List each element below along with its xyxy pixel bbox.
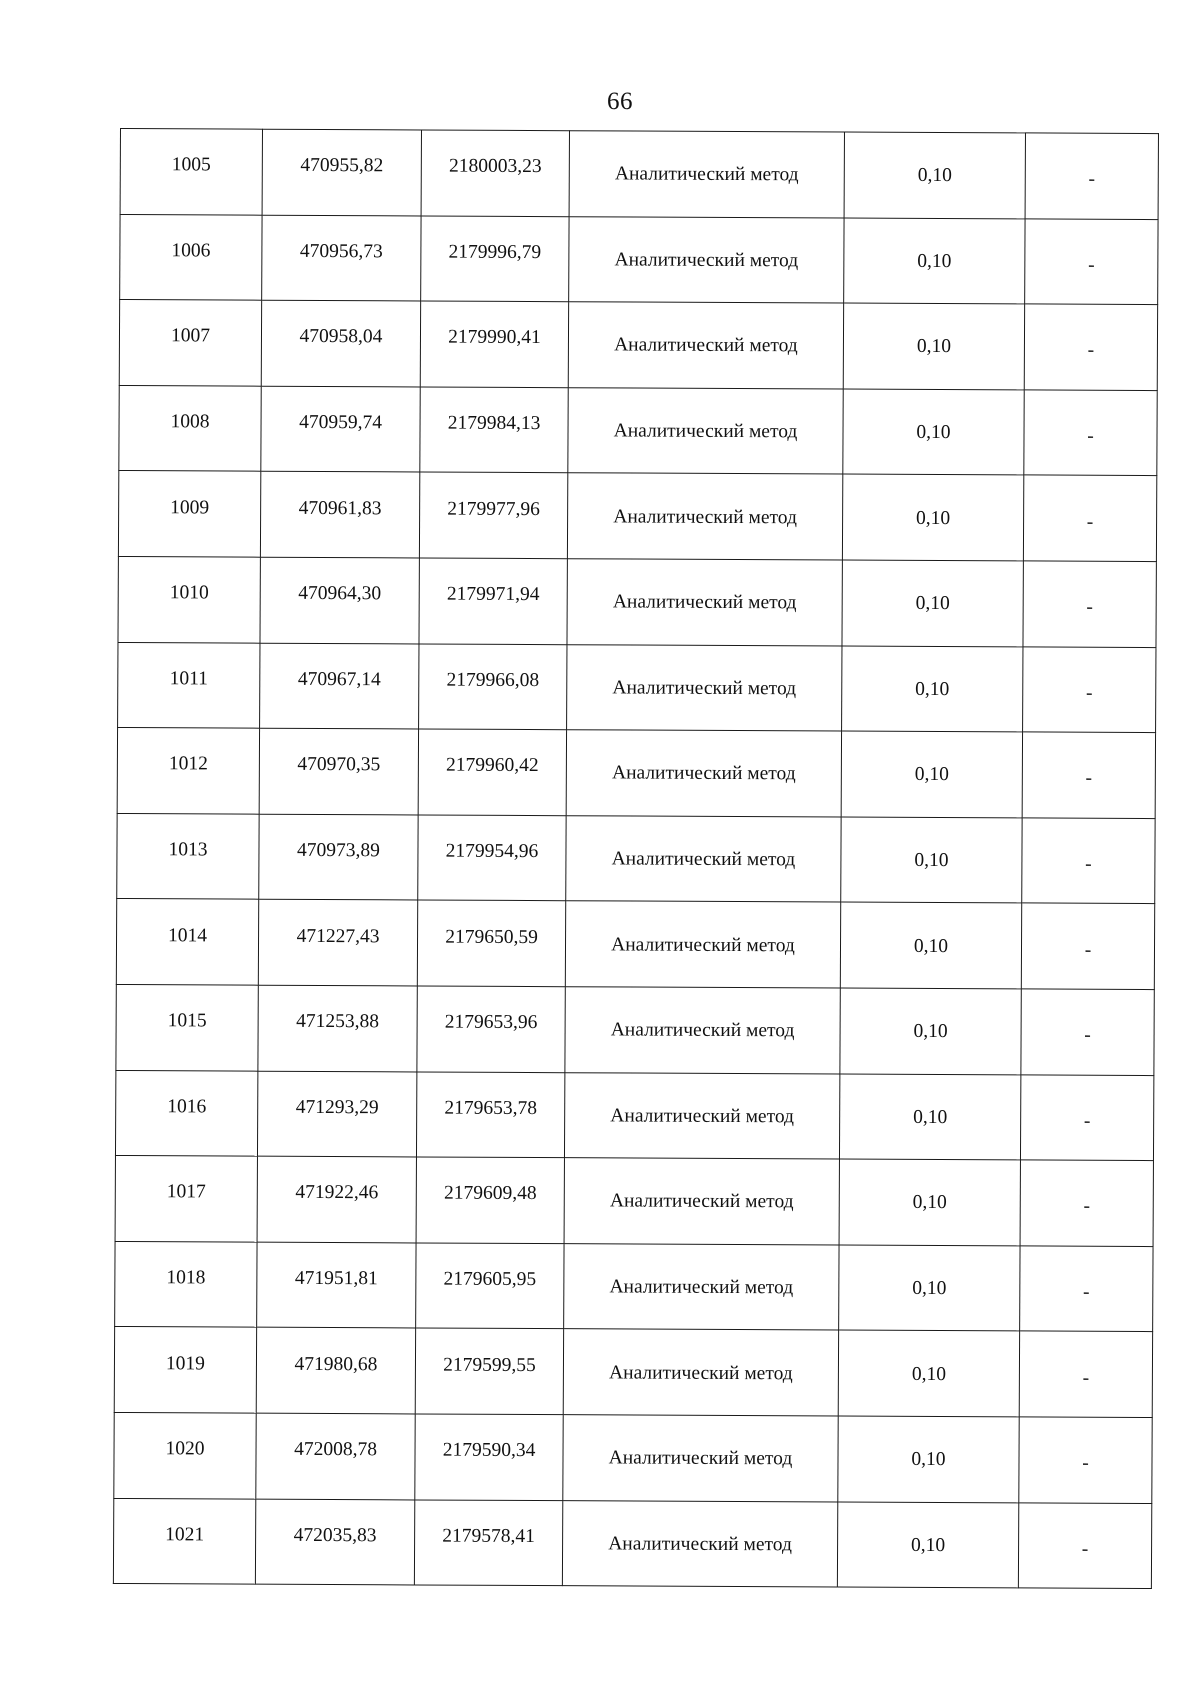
point-number-cell-text: 1013 [168, 839, 208, 861]
x-coordinate-cell [261, 300, 420, 386]
y-coordinate-cell-text: 2179990,41 [448, 327, 541, 349]
note-cell-text: - [1083, 1110, 1091, 1132]
x-coordinate-cell [255, 1499, 414, 1585]
method-cell [563, 1329, 838, 1416]
method-cell [563, 1415, 838, 1502]
note-cell [1022, 732, 1155, 818]
method-cell [567, 644, 842, 731]
method-cell [566, 730, 841, 817]
note-cell [1020, 1160, 1153, 1246]
method-cell [567, 473, 842, 560]
method-cell [568, 387, 843, 474]
accuracy-cell [838, 1416, 1019, 1502]
note-cell-text: - [1085, 768, 1093, 790]
accuracy-cell-text: 0,10 [913, 1106, 948, 1128]
point-number-cell-text: 1011 [169, 668, 209, 690]
y-coordinate-cell-text: 2179590,34 [442, 1439, 536, 1462]
note-cell-text: - [1082, 1367, 1090, 1389]
x-coordinate-cell [259, 728, 418, 814]
x-coordinate-cell [262, 215, 421, 301]
method-cell [565, 987, 840, 1074]
accuracy-cell [843, 389, 1024, 475]
y-coordinate-cell [419, 472, 567, 558]
accuracy-cell [839, 1074, 1020, 1160]
x-coordinate-cell-text: 470959,74 [299, 411, 383, 434]
y-coordinate-cell [419, 558, 567, 644]
y-coordinate-cell-text: 2179653,78 [444, 1097, 538, 1119]
point-number-cell-text: 1019 [165, 1352, 206, 1375]
note-cell-text: - [1081, 1538, 1089, 1560]
point-number-cell-text: 1015 [167, 1010, 207, 1032]
coordinates-table-body [113, 129, 1158, 1589]
table-row [118, 642, 1156, 733]
accuracy-cell-text: 0,10 [912, 1192, 947, 1214]
point-number-cell [114, 1327, 256, 1413]
y-coordinate-cell [418, 729, 566, 815]
y-coordinate-cell-text: 2179977,96 [447, 498, 541, 520]
note-cell [1021, 903, 1154, 989]
point-number-cell [119, 300, 261, 386]
point-number-cell-text: 1008 [170, 411, 210, 433]
y-coordinate-cell [416, 1157, 564, 1243]
table-row [114, 1412, 1152, 1503]
note-cell [1021, 989, 1154, 1075]
point-number-cell-text: 1016 [167, 1096, 207, 1118]
x-coordinate-cell [260, 472, 419, 558]
accuracy-cell-text: 0,10 [914, 849, 949, 872]
x-coordinate-cell [260, 557, 419, 643]
method-cell-text: Аналитический метод [614, 334, 798, 357]
y-coordinate-cell [421, 130, 569, 216]
x-coordinate-cell [257, 1242, 416, 1328]
note-cell-text: - [1087, 425, 1094, 447]
accuracy-cell-text: 0,10 [915, 507, 951, 529]
method-cell [569, 216, 844, 303]
y-coordinate-cell [416, 1243, 564, 1329]
point-number-cell [116, 899, 258, 985]
method-cell [568, 302, 843, 389]
accuracy-cell-text: 0,10 [914, 764, 949, 786]
table-row [120, 129, 1158, 220]
point-number-cell [120, 129, 262, 215]
note-cell [1020, 1074, 1153, 1160]
note-cell [1020, 1246, 1153, 1332]
accuracy-cell-text: 0,10 [917, 250, 952, 272]
method-cell [562, 1500, 837, 1587]
method-cell-text: Аналитический метод [610, 1105, 795, 1128]
method-cell-text: Аналитический метод [611, 934, 795, 956]
table-row [116, 984, 1154, 1075]
table-row [115, 1070, 1153, 1161]
table-row [119, 385, 1157, 476]
x-coordinate-cell [262, 129, 421, 215]
y-coordinate-cell [418, 815, 566, 901]
y-coordinate-cell [417, 900, 565, 986]
note-cell [1019, 1417, 1152, 1503]
table-row [117, 813, 1155, 904]
accuracy-cell [844, 132, 1025, 218]
y-coordinate-cell-text: 2179971,94 [446, 583, 540, 606]
note-cell [1023, 561, 1156, 647]
table-row [115, 1156, 1153, 1247]
x-coordinate-cell-text: 470964,30 [298, 583, 382, 605]
method-cell [565, 901, 840, 988]
point-number-cell [120, 214, 262, 300]
y-coordinate-cell [415, 1328, 563, 1414]
accuracy-cell [839, 1245, 1020, 1331]
note-cell [1024, 390, 1157, 476]
method-cell-text: Аналитический метод [613, 506, 797, 528]
method-cell [564, 1158, 839, 1245]
y-coordinate-cell-text: 2180003,23 [448, 155, 542, 178]
method-cell-text: Аналитический метод [613, 420, 798, 443]
y-coordinate-cell [416, 1071, 564, 1157]
accuracy-cell-text: 0,10 [915, 678, 950, 700]
point-number-cell [117, 728, 259, 814]
coordinates-table [113, 128, 1159, 1589]
point-number-cell [113, 1498, 255, 1584]
x-coordinate-cell-text: 470958,04 [299, 326, 383, 348]
x-coordinate-cell-text: 470973,89 [296, 839, 380, 862]
method-cell [569, 131, 844, 218]
x-coordinate-cell-text: 471253,88 [296, 1011, 380, 1033]
method-cell-text: Аналитический метод [610, 1019, 795, 1042]
accuracy-cell [842, 560, 1023, 646]
x-coordinate-cell-text: 471227,43 [296, 925, 380, 947]
point-number-cell [116, 984, 258, 1070]
note-cell [1025, 133, 1158, 219]
accuracy-cell-text: 0,10 [912, 1277, 947, 1300]
method-cell [564, 1072, 839, 1159]
x-coordinate-cell-text: 470956,73 [299, 240, 383, 263]
accuracy-cell-text: 0,10 [913, 935, 949, 957]
note-cell [1024, 304, 1157, 390]
accuracy-cell-text: 0,10 [913, 1021, 948, 1043]
method-cell-text: Аналитический метод [614, 163, 799, 186]
note-cell [1025, 219, 1158, 305]
x-coordinate-cell [257, 1071, 416, 1157]
x-coordinate-cell [256, 1327, 415, 1413]
accuracy-cell-text: 0,10 [917, 165, 952, 187]
accuracy-cell [842, 646, 1023, 732]
table-row [119, 300, 1157, 391]
accuracy-cell-text: 0,10 [911, 1449, 946, 1471]
note-cell-text: - [1083, 1196, 1091, 1218]
accuracy-cell [837, 1502, 1018, 1588]
x-coordinate-cell [257, 1156, 416, 1242]
y-coordinate-cell-text: 2179599,55 [443, 1354, 536, 1376]
x-coordinate-cell-text: 471980,68 [294, 1353, 378, 1375]
table-row [116, 899, 1154, 990]
method-cell-text: Аналитический метод [609, 1362, 793, 1384]
point-number-cell-text: 1020 [165, 1438, 205, 1460]
note-cell-text: - [1084, 939, 1092, 961]
table-row [115, 1241, 1153, 1332]
point-number-cell-text: 1007 [170, 325, 211, 347]
x-coordinate-cell-text: 470970,35 [297, 754, 381, 776]
method-cell-text: Аналитический метод [609, 1276, 794, 1299]
method-cell-text: Аналитический метод [614, 249, 799, 272]
y-coordinate-cell-text: 2179984,13 [447, 412, 541, 435]
note-cell-text: - [1086, 596, 1093, 619]
x-coordinate-cell-text: 470967,14 [297, 668, 381, 691]
point-number-cell [118, 642, 260, 728]
y-coordinate-cell-text: 2179650,59 [445, 926, 538, 948]
note-cell [1022, 818, 1155, 904]
method-cell [567, 559, 842, 646]
accuracy-cell [840, 902, 1021, 988]
point-number-cell [118, 471, 260, 557]
note-cell [1018, 1502, 1151, 1588]
accuracy-cell-text: 0,10 [910, 1534, 946, 1556]
accuracy-cell [844, 218, 1025, 304]
x-coordinate-cell-text: 472035,83 [293, 1524, 377, 1547]
x-coordinate-cell [258, 900, 417, 986]
point-number-cell-text: 1021 [165, 1524, 205, 1546]
y-coordinate-cell-text: 2179605,95 [443, 1268, 537, 1291]
y-coordinate-cell-text: 2179960,42 [446, 755, 539, 777]
y-coordinate-cell [420, 301, 568, 387]
method-cell-text: Аналитический метод [609, 1190, 794, 1213]
accuracy-cell-text: 0,10 [916, 421, 951, 444]
table-row [120, 214, 1158, 305]
point-number-cell-text: 1010 [169, 582, 209, 604]
x-coordinate-cell [259, 814, 418, 900]
note-cell-text: - [1084, 1024, 1091, 1046]
method-cell [566, 815, 841, 902]
note-cell [1019, 1331, 1152, 1417]
y-coordinate-cell-text: 2179966,08 [446, 669, 540, 691]
method-cell-text: Аналитический метод [612, 591, 797, 614]
note-cell-text: - [1085, 682, 1093, 704]
table-row [113, 1498, 1151, 1589]
y-coordinate-cell [421, 216, 569, 302]
accuracy-cell [842, 474, 1023, 560]
y-coordinate-cell [420, 387, 568, 473]
method-cell-text: Аналитический метод [608, 1533, 792, 1556]
accuracy-cell [841, 817, 1022, 903]
note-cell [1023, 646, 1156, 732]
x-coordinate-cell [261, 386, 420, 472]
method-cell-text: Аналитический метод [611, 762, 796, 785]
x-coordinate-cell-text: 471951,81 [294, 1267, 378, 1290]
table-row [118, 556, 1156, 647]
accuracy-cell-text: 0,10 [911, 1363, 947, 1385]
accuracy-cell [840, 988, 1021, 1074]
accuracy-cell [838, 1330, 1019, 1416]
x-coordinate-cell [260, 643, 419, 729]
point-number-cell [115, 1070, 257, 1156]
accuracy-cell [839, 1159, 1020, 1245]
note-cell-text: - [1088, 254, 1095, 276]
accuracy-cell [841, 731, 1022, 817]
method-cell-text: Аналитический метод [612, 677, 797, 700]
accuracy-cell-text: 0,10 [915, 593, 950, 615]
point-number-cell-text: 1018 [166, 1267, 206, 1289]
x-coordinate-cell [258, 985, 417, 1071]
note-cell-text: - [1088, 169, 1096, 191]
x-coordinate-cell-text: 471293,29 [295, 1096, 379, 1119]
point-number-cell [114, 1412, 256, 1498]
table-row [118, 471, 1156, 562]
note-cell-text: - [1086, 511, 1094, 533]
note-cell-text: - [1082, 1452, 1089, 1474]
point-number-cell-text: 1014 [168, 924, 208, 947]
point-number-cell [117, 813, 259, 899]
y-coordinate-cell [414, 1499, 562, 1585]
x-coordinate-cell-text: 470961,83 [298, 497, 382, 519]
page-number: 66 [607, 88, 633, 115]
point-number-cell-text: 1017 [166, 1181, 206, 1203]
y-coordinate-cell-text: 2179609,48 [443, 1183, 537, 1205]
point-number-cell-text: 1012 [168, 753, 208, 775]
method-cell [564, 1243, 839, 1330]
y-coordinate-cell [417, 986, 565, 1072]
note-cell-text: - [1085, 853, 1092, 875]
x-coordinate-cell-text: 470955,82 [300, 155, 384, 177]
note-cell-text: - [1083, 1281, 1090, 1303]
accuracy-cell [843, 303, 1024, 389]
note-cell-text: - [1087, 340, 1095, 362]
x-coordinate-cell [256, 1413, 415, 1499]
point-number-cell-text: 1005 [171, 154, 211, 176]
point-number-cell [115, 1156, 257, 1242]
x-coordinate-cell-text: 471922,46 [295, 1182, 379, 1204]
note-cell [1023, 475, 1156, 561]
y-coordinate-cell [415, 1414, 563, 1500]
point-number-cell-text: 1006 [171, 240, 211, 262]
method-cell-text: Аналитический метод [608, 1447, 793, 1470]
x-coordinate-cell-text: 472008,78 [294, 1439, 378, 1461]
point-number-cell [119, 385, 261, 471]
accuracy-cell-text: 0,10 [916, 336, 952, 358]
table-row [114, 1327, 1152, 1418]
table-row [117, 728, 1155, 819]
point-number-cell [118, 556, 260, 642]
y-coordinate-cell-text: 2179996,79 [448, 241, 542, 263]
y-coordinate-cell-text: 2179954,96 [445, 840, 539, 863]
y-coordinate-cell-text: 2179653,96 [444, 1011, 538, 1034]
y-coordinate-cell [419, 644, 567, 730]
y-coordinate-cell-text: 2179578,41 [442, 1525, 535, 1547]
point-number-cell [115, 1241, 257, 1327]
point-number-cell-text: 1009 [170, 496, 210, 519]
method-cell-text: Аналитический метод [611, 848, 796, 871]
